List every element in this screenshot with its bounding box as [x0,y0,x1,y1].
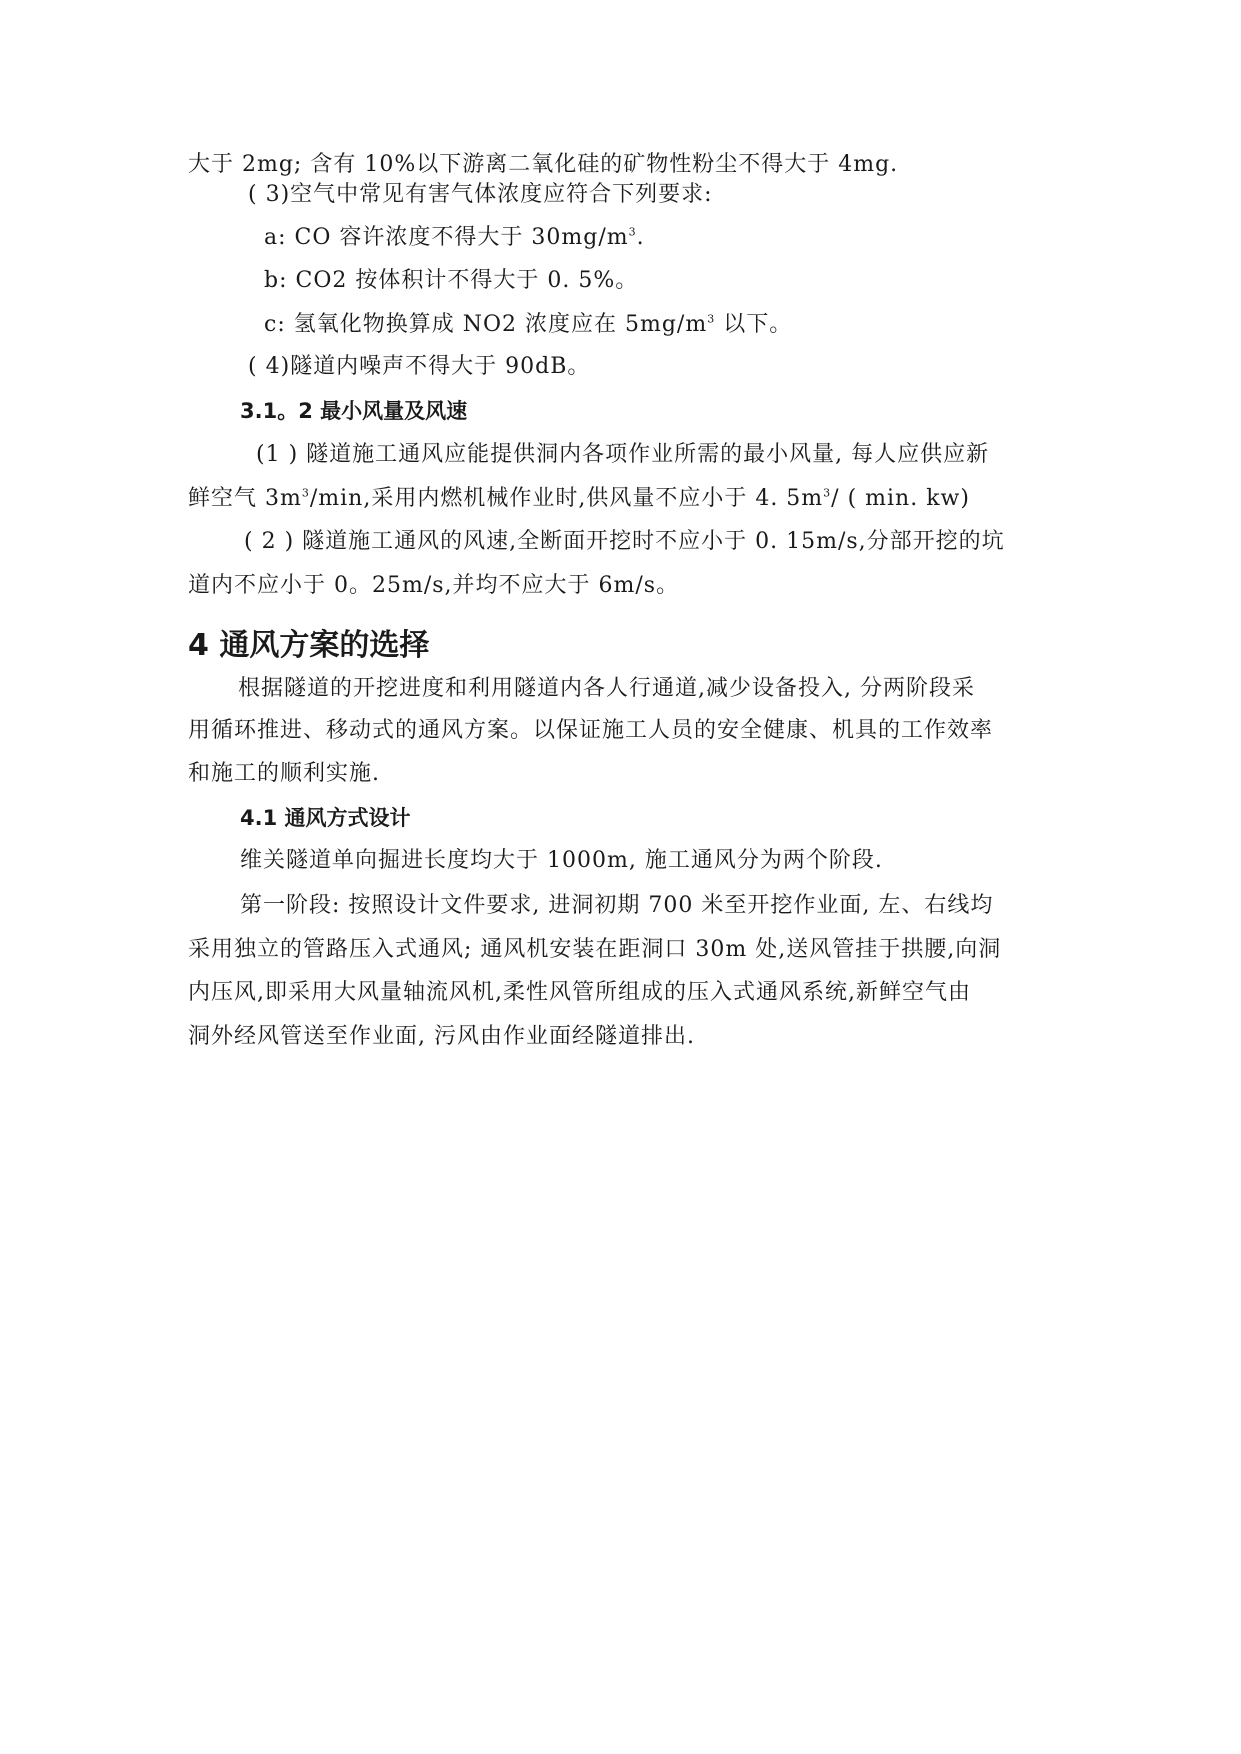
paragraph-line [188,484,970,514]
section-heading-3-1-2: 3.1。2 最小风量及风速 [240,399,468,423]
paragraph-line: 洞外经风管送至作业面, 污风由作业面经隧道排出. [188,1024,695,1049]
text-run: /min,采用内燃机械作业时,供风量不应小于 4. 5m [309,486,824,511]
paragraph-line: 维关隧道单向掘进长度均大于 1000m, 施工通风分为两个阶段. [240,848,883,873]
text-run: . [636,225,645,250]
paragraph-line: ( 2 ) 隧道施工通风的风速,全断面开挖时不应小于 0. 15m/s,分部开挖的坑 [244,529,1005,554]
text-run: 鲜空气 3m [188,486,302,511]
paragraph-line: 道内不应小于 0。25m/s,并均不应大于 6m/s。 [188,573,680,598]
paragraph-line: ( 3)空气中常见有害气体浓度应符合下列要求: [248,182,713,207]
paragraph-line: 第一阶段: 按照设计文件要求, 进洞初期 700 米至开挖作业面, 左、右线均 [240,893,994,918]
paragraph-line: (1 ) 隧道施工通风应能提供洞内各项作业所需的最小风量, 每人应供应新 [256,442,990,467]
paragraph-line: 采用独立的管路压入式通风; 通风机安装在距洞口 30m 处,送风管挂于拱腰,向洞 [188,937,1002,962]
chapter-heading-4: 4 通风方案的选择 [188,628,430,663]
text-run: a: CO 容许浓度不得大于 30mg/m [264,225,629,250]
paragraph-line: b: CO2 按体积计不得大于 0. 5%。 [264,268,639,293]
paragraph-line: 根据隧道的开挖进度和利用隧道内各人行通道,减少设备投入, 分两阶段采 [238,676,975,701]
section-heading-4-1: 4.1 通风方式设计 [240,806,411,830]
superscript: 3 [628,225,637,239]
paragraph-line [264,310,792,340]
paragraph-line: 内压风,即采用大风量轴流风机,柔性风管所组成的压入式通风系统,新鲜空气由 [188,980,971,1005]
superscript: 3 [707,312,716,326]
superscript: 3 [823,486,832,500]
text-run: 以下。 [715,312,793,337]
text-run: / ( min. kw) [831,486,970,511]
paragraph-line: 用循环推进、移动式的通风方案。以保证施工人员的安全健康、机具的工作效率 [188,718,994,743]
paragraph-line: 大于 2mg; 含有 10%以下游离二氧化硅的矿物性粉尘不得大于 4mg. [188,152,899,177]
paragraph-line: 和施工的顺利实施. [188,761,380,786]
paragraph-line: ( 4)隧道内噪声不得大于 90dB。 [248,354,591,379]
paragraph-line [264,223,645,253]
text-run: c: 氢氧化物换算成 NO2 浓度应在 5mg/m [264,312,708,337]
superscript: 3 [301,486,310,500]
